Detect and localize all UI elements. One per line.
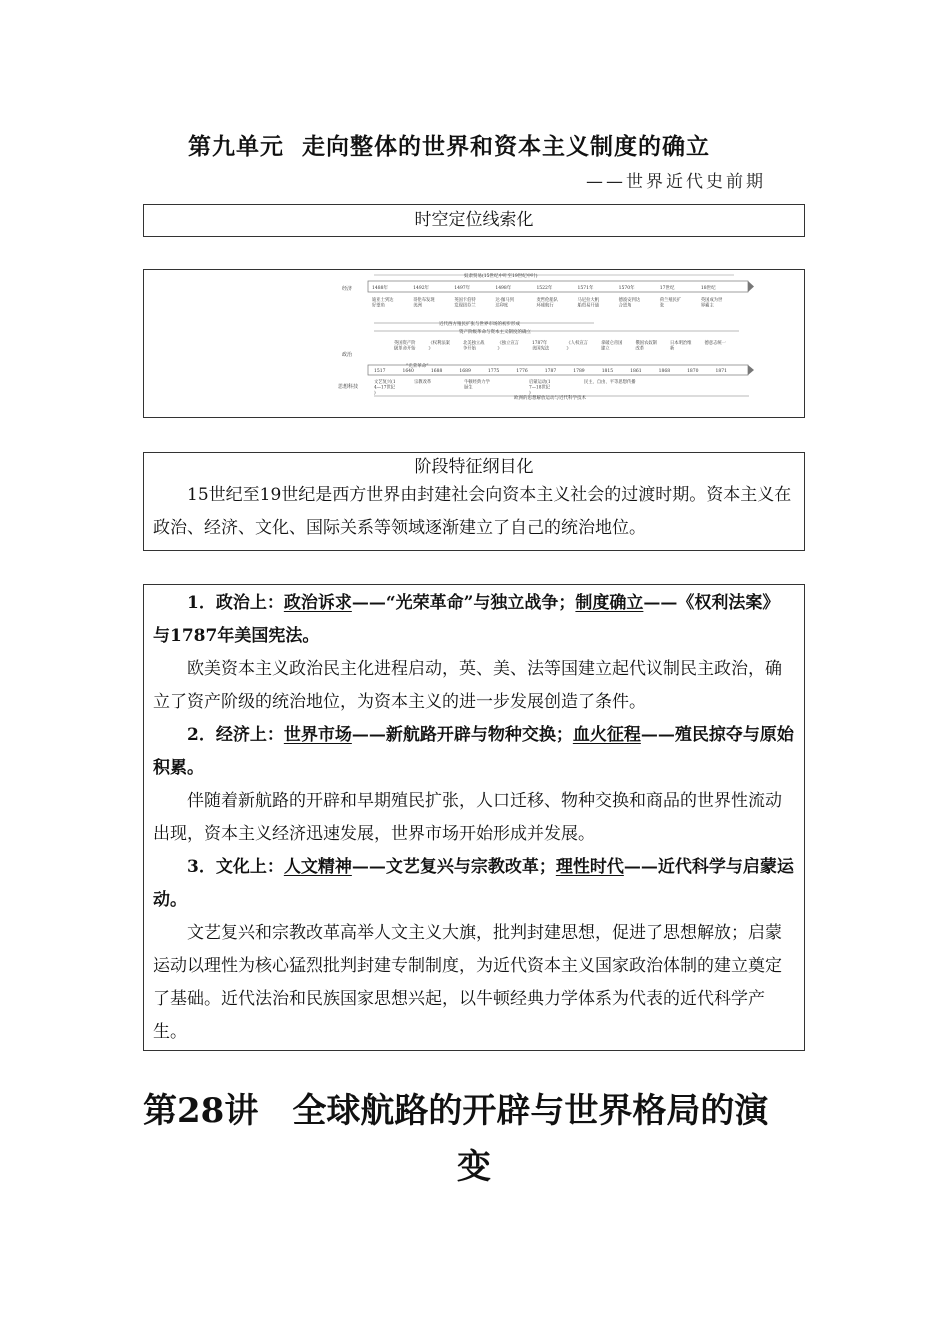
row-label-politics: 政治 bbox=[342, 352, 353, 358]
top-banner: 奴隶贸易(15世纪中叶至19世纪中叶) bbox=[464, 274, 538, 279]
economy-axis-arrow bbox=[748, 281, 754, 292]
economy-body: 伴随着新航路的开辟和早期殖民扩张，人口迁移、物种交换和商品的世界性流动出现，资本主义经济迅速发展，世界市场开始形成并发展。 bbox=[153, 791, 782, 844]
economy-event: 环球航行 bbox=[536, 303, 554, 309]
politics-year: 1868 bbox=[658, 369, 671, 374]
keyword: 政治诉求 bbox=[283, 593, 352, 613]
economy-event: 张 bbox=[659, 303, 665, 309]
keyword-detail: ——文艺复兴与宗教改革； bbox=[351, 857, 556, 877]
politics-note: “光荣革命” bbox=[406, 364, 429, 369]
economy-event: 界霸主 bbox=[700, 303, 714, 309]
keyword-detail: ——近代科学与启蒙运动。 bbox=[153, 857, 794, 910]
politics-event: 》 bbox=[497, 346, 502, 352]
item-number: 3．文化上： bbox=[187, 857, 284, 877]
culture-body: 文艺复兴和宗教改革高举人文主义大旗，批判封建思想，促进了思想解放；启蒙运动以理性为核心猛烈批判封建专制制度，为近代资本主义国家政治体制的建立奠定了基础。近代法治和民族国家思想兴起，以牛顿经典力学体系为代表的近代科学产生。 bbox=[153, 923, 782, 1042]
lecture-title-line2: 变 bbox=[457, 1147, 491, 1187]
politics-event: 英国资产阶 bbox=[394, 341, 416, 346]
keyword: 血火征程 bbox=[572, 725, 641, 745]
politics-event: 》 bbox=[566, 346, 571, 352]
economy-event: 英国卡伯特 bbox=[454, 298, 476, 303]
unit-number: 第九单元 bbox=[188, 133, 284, 160]
economy-event: 达印度 bbox=[495, 303, 509, 309]
keyword: 制度确立 bbox=[575, 593, 644, 613]
thought-event: 诞生 bbox=[464, 385, 473, 391]
economy-event: 哥伦布发现 bbox=[413, 298, 435, 303]
economy-event: 荷兰殖民扩 bbox=[659, 298, 682, 303]
timeline-diagram bbox=[338, 270, 754, 418]
economy-heading bbox=[153, 719, 795, 785]
politics-event: 北美独立战 bbox=[463, 341, 485, 346]
politics-year: 1870 bbox=[687, 369, 699, 374]
economy-event: 德波安到达 bbox=[618, 298, 641, 303]
thought-event: 宗教改革 bbox=[414, 380, 432, 385]
politics-year: 1775 bbox=[487, 369, 500, 374]
politics-year: 1640 bbox=[402, 369, 414, 374]
politics-year: 1689 bbox=[459, 369, 471, 374]
thought-event: 文艺复兴(1 bbox=[374, 380, 396, 385]
row-label-economy: 经济 bbox=[342, 286, 353, 292]
thought-event: 7—18世纪 bbox=[529, 385, 551, 391]
politics-event: 争开始 bbox=[463, 346, 476, 352]
economy-event: 船贸易开通 bbox=[577, 303, 600, 309]
economy-event: 麦哲伦船队 bbox=[536, 298, 558, 303]
economy-event: 好望角 bbox=[372, 303, 385, 309]
economy-event: 英国成为世 bbox=[700, 298, 723, 303]
politics-event: 》 bbox=[428, 346, 433, 352]
unit-subtitle: ——世界近代史前期 bbox=[586, 172, 766, 192]
timeline-figure-box bbox=[143, 269, 805, 418]
keyword-detail: ——“光荣革命”与独立战争； bbox=[351, 593, 576, 613]
stage-characteristics-box bbox=[143, 452, 805, 551]
keyword: 世界市场 bbox=[283, 725, 352, 745]
unit-title-text: 走向整体的世界和资本主义制度的确立 bbox=[302, 133, 710, 160]
economy-event: 美洲 bbox=[413, 303, 422, 309]
culture-heading bbox=[153, 851, 795, 917]
thought-event: 民主、自由、平等思想传播 bbox=[584, 380, 636, 385]
keyword: 理性时代 bbox=[555, 857, 624, 877]
politics-year: 1776 bbox=[516, 369, 528, 374]
item-number: 1．政治上： bbox=[187, 593, 284, 613]
economy-band-1: 近代西方殖民扩张与世界市场的初步形成 bbox=[439, 322, 520, 327]
economy-event: 马尼拉大帆 bbox=[577, 298, 600, 303]
keyword-detail: ——《权利法案》与1787年美国宪法。 bbox=[153, 593, 780, 646]
politics-year: 1517 bbox=[374, 369, 386, 374]
thought-band: 欧洲的思想解放运动与近代科学技术 bbox=[514, 396, 586, 401]
politics-heading bbox=[153, 587, 795, 653]
economy-year: 1570年 bbox=[618, 286, 635, 291]
politics-year: 1789 bbox=[573, 369, 585, 374]
politics-event: 日本明治维 bbox=[670, 341, 692, 346]
politics-year: 1688 bbox=[430, 369, 443, 374]
politics-event: 级革命开始 bbox=[394, 346, 416, 352]
economy-band-2: 资产阶级革命与资本主义制度的确立 bbox=[459, 330, 531, 335]
economy-event: 发现纽芬兰 bbox=[454, 303, 476, 309]
economy-event: 迪亚士到达 bbox=[372, 298, 394, 303]
economy-event: 达·伽马到 bbox=[495, 298, 514, 303]
economy-event: 合恩角 bbox=[618, 303, 632, 309]
politics-event: 《独立宣言 bbox=[497, 341, 519, 346]
keyword-detail: ——新航路开辟与物种交换； bbox=[351, 725, 573, 745]
economy-year: 1497年 bbox=[454, 286, 471, 291]
politics-axis-arrow bbox=[748, 365, 754, 375]
politics-event: 《人权宣言 bbox=[566, 341, 588, 346]
thought-event: 启蒙运动(1 bbox=[529, 380, 551, 385]
stage-paragraph: 15世纪至19世纪是西方世界由封建社会向资本主义社会的过渡时期。资本主义在政治、经济、文化、国际关系等领域逐渐建立了自己的统治地位。 bbox=[153, 485, 792, 538]
thought-event: ) bbox=[374, 391, 376, 396]
politics-event: 1787年 bbox=[532, 341, 548, 346]
section-title: 阶段特征纲目化 bbox=[414, 457, 534, 477]
economy-year: 18世纪 bbox=[700, 286, 716, 291]
thought-event: 牛顿经典力学 bbox=[464, 380, 490, 385]
politics-body: 欧美资本主义政治民主化进程启动，英、美、法等国建立起代议制民主政治，确立了资产阶级的统治地位，为资本主义的进一步发展创造了条件。 bbox=[153, 659, 782, 712]
politics-event: 美国宪法 bbox=[532, 346, 550, 352]
politics-event: 拿破仑帝国 bbox=[601, 341, 623, 346]
politics-year: 1871 bbox=[715, 369, 727, 374]
row-label-thought: 思想科技 bbox=[338, 384, 359, 390]
politics-event: 建立 bbox=[601, 346, 610, 352]
thought-event: ) bbox=[529, 391, 531, 396]
economy-year: 1571年 bbox=[577, 286, 594, 291]
unit-title bbox=[188, 128, 710, 161]
summary-box bbox=[143, 584, 805, 1051]
politics-year: 1815 bbox=[601, 369, 614, 374]
politics-year: 1787 bbox=[544, 369, 557, 374]
section-title: 时空定位线索化 bbox=[414, 210, 534, 230]
economy-year: 1488年 bbox=[372, 286, 388, 291]
politics-event: 俄国农奴制 bbox=[635, 341, 657, 346]
keyword-detail: ——殖民掠夺与原始积累。 bbox=[153, 725, 794, 778]
economy-year: 17世纪 bbox=[659, 286, 675, 291]
politics-year: 1861 bbox=[630, 369, 642, 374]
section-timeline-header bbox=[143, 204, 805, 237]
politics-event: 新 bbox=[670, 346, 675, 352]
politics-event: 改革 bbox=[635, 346, 645, 352]
keyword: 人文精神 bbox=[283, 857, 352, 877]
item-number: 2．经济上： bbox=[187, 725, 284, 745]
economy-year: 1498年 bbox=[495, 286, 512, 291]
economy-year: 1492年 bbox=[413, 286, 430, 291]
economy-year: 1522年 bbox=[536, 286, 553, 291]
lecture-title-line1: 第28讲 全球航路的开辟与世界格局的演 bbox=[143, 1091, 769, 1131]
thought-event: 4—17世纪 bbox=[374, 385, 396, 391]
politics-event: 《权利法案 bbox=[428, 341, 450, 346]
politics-event: 德意志统一 bbox=[704, 341, 726, 346]
lecture-title bbox=[143, 1085, 805, 1193]
